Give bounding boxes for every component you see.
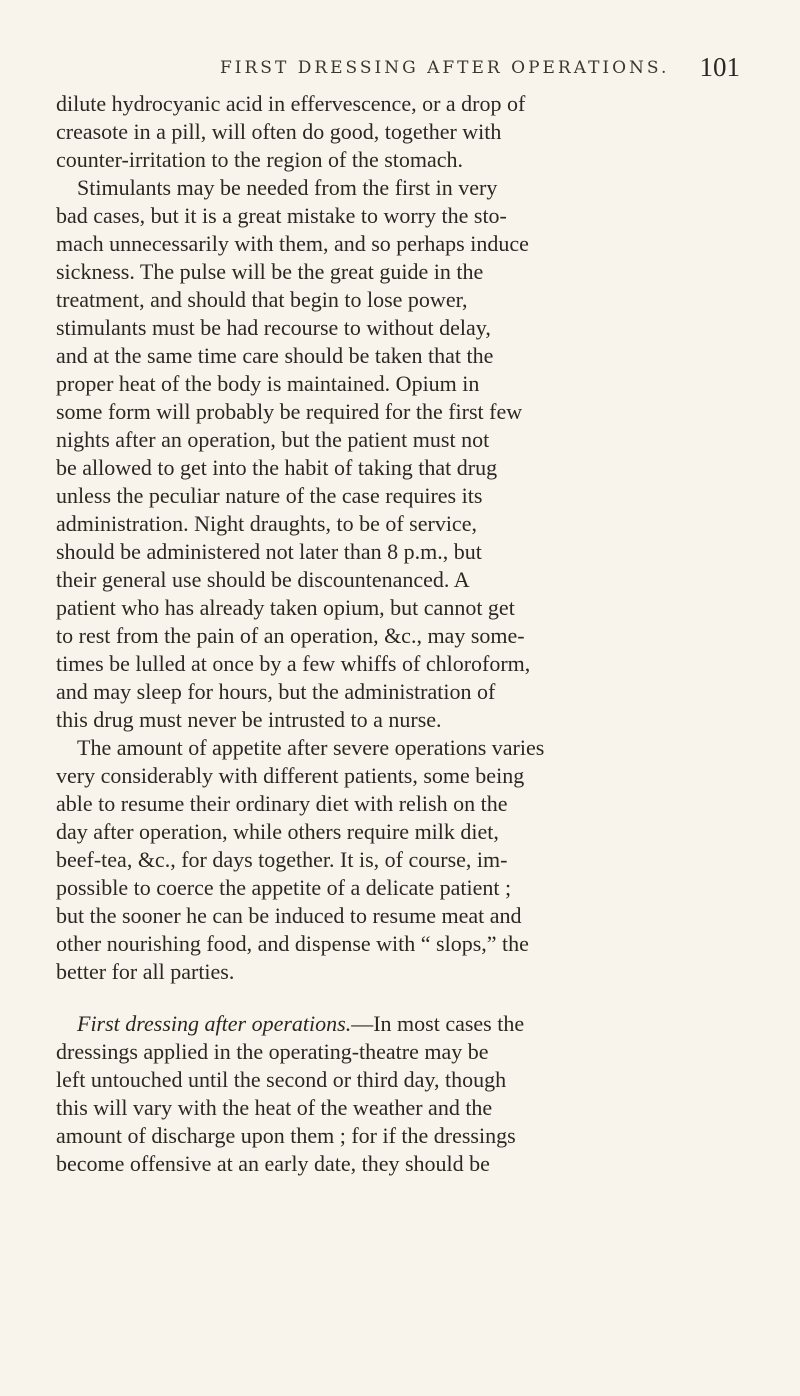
text-line: administration. Night draughts, to be of service, [56, 511, 477, 536]
text-line: become offensive at an early date, they should be [56, 1151, 490, 1176]
text-line: this will vary with the heat of the weather and the [56, 1095, 493, 1120]
text-line: able to resume their ordinary diet with relish on the [56, 791, 508, 816]
text-line: better for all parties. [56, 959, 235, 984]
text-line: amount of discharge upon them ; for if the dressings [56, 1123, 516, 1148]
text-line: stimulants must be had recourse to without delay, [56, 315, 491, 340]
text-line: this drug must never be intrusted to a nurse. [56, 707, 442, 732]
text-line: unless the peculiar nature of the case requires its [56, 483, 483, 508]
text-line: day after operation, while others require milk diet, [56, 819, 499, 844]
page-number: 101 [699, 52, 740, 82]
text-line: and at the same time care should be taken that the [56, 343, 494, 368]
paragraph-1 [56, 90, 746, 174]
text-line: dilute hydrocyanic acid in effervescence, or a drop of [56, 91, 526, 116]
text-line: sickness. The pulse will be the great guide in the [56, 259, 484, 284]
text-line: counter-irritation to the region of the stomach. [56, 147, 464, 172]
text-line: should be administered not later than 8 p.m., but [56, 539, 482, 564]
body-text [56, 90, 746, 1178]
text-line: left untouched until the second or third day, though [56, 1067, 507, 1092]
text-line: nights after an operation, but the patient must not [56, 427, 490, 452]
text-line [56, 1010, 746, 1038]
text-line: and may sleep for hours, but the administration of [56, 679, 496, 704]
running-head [220, 52, 740, 82]
text-line: to rest from the pain of an operation, &c., may some- [56, 623, 525, 648]
text-line: be allowed to get into the habit of taking that drug [56, 455, 498, 480]
text-line: other nourishing food, and dispense with “ slops,” the [56, 931, 529, 956]
text-line: some form will probably be required for the first few [56, 399, 523, 424]
text-line: times be lulled at once by a few whiffs of chloroform, [56, 651, 531, 676]
text-line: beef-tea, &c., for days together. It is, of course, im- [56, 847, 508, 872]
subheading-continuation: —In most cases the [351, 1011, 525, 1036]
text-line: Stimulants may be needed from the first in very [77, 175, 498, 200]
section-spacer [56, 986, 746, 1010]
text-line: mach unnecessarily with them, and so perhaps induce [56, 231, 529, 256]
text-line: patient who has already taken opium, but cannot get [56, 595, 515, 620]
paragraph-2 [56, 174, 746, 734]
text-line: treatment, and should that begin to lose power, [56, 287, 468, 312]
text-line: but the sooner he can be induced to resume meat and [56, 903, 522, 928]
text-line: very considerably with different patients, some being [56, 763, 525, 788]
paragraph-4 [56, 1010, 746, 1178]
running-head-title: FIRST DRESSING AFTER OPERATIONS. [220, 58, 670, 78]
text-line: The amount of appetite after severe operations varies [77, 735, 545, 760]
text-line: dressings applied in the operating-theatre may be [56, 1039, 489, 1064]
text-line: creasote in a pill, will often do good, together with [56, 119, 502, 144]
text-line: proper heat of the body is maintained. Opium in [56, 371, 480, 396]
text-line: their general use should be discountenanced. A [56, 567, 470, 592]
text-line: bad cases, but it is a great mistake to worry the sto- [56, 203, 507, 228]
text-line: possible to coerce the appetite of a delicate patient ; [56, 875, 512, 900]
paragraph-3 [56, 734, 746, 986]
section-subheading: First dressing after operations. [77, 1011, 352, 1036]
